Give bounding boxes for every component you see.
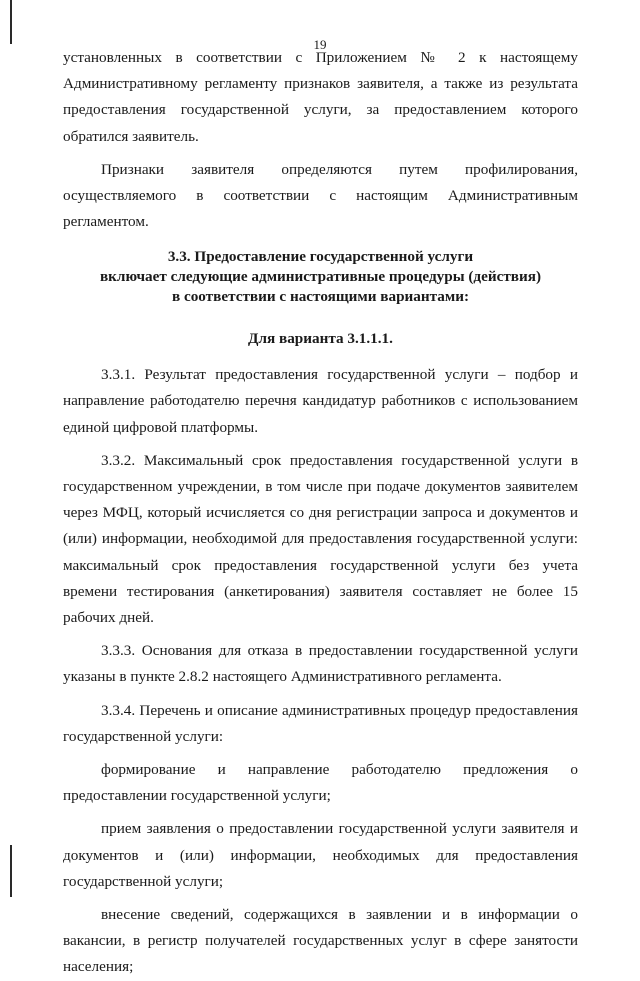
paragraph-3-3-2: 3.3.2. Максимальный срок предоставления государственной услуги в государственном учреждении, в том числе при подаче документов заявителем через МФЦ, который исчисляется со дня регистрации запроса и документов и (или) информации, необходимой для предоставления государственной услуги: максимальный срок предоставления государственной услуги без учета времени тестирования (анкетирования) заявителя составляет не более 15 рабочих дней.: [63, 451, 578, 627]
paragraph-3-3-3: 3.3.3. Основания для отказа в предоставлении государственной услуги указаны в пункте 2.8.2 настоящего Административного регламента.: [63, 642, 578, 686]
section-heading: [63, 247, 578, 306]
paragraph-applicant-signs: Признаки заявителя определяются путем профилирования, осуществляемого в соответствии с настоящим Административным регламентом.: [63, 160, 578, 231]
paragraph-continuation: установленных в соответствии с Приложением № 2 к настоящему Административному регламенту признаков заявителя, а также из результата предоставления государственной услуги, за предоставлением которого обратился заявитель.: [63, 49, 578, 145]
section-heading-line-3: в соответствии с настоящими вариантами:: [171, 287, 470, 305]
section-heading-line-1: 3.3. Предоставление государственной услуги: [167, 248, 474, 266]
paragraph-3-3-1: 3.3.1. Результат предоставления государственной услуги – подбор и направление работодателю перечня кандидатур работников с использованием единой цифровой платформы.: [63, 366, 578, 436]
page-number: 19: [313, 37, 327, 52]
procedure-list-item: формирование и направление работодателю предложения о предоставлении государственной услуги;: [63, 761, 578, 805]
paragraph-3-3-4: 3.3.4. Перечень и описание административных процедур предоставления государственной услуги:: [63, 701, 578, 745]
procedure-list-item: внесение сведений, содержащихся в заявлении и в информации о вакансии, в регистр получателей государственных услуг в сфере занятости населения;: [63, 906, 578, 976]
scan-edge-mark-bottom: [10, 845, 12, 897]
section-heading-line-2: включает следующие административные процедуры (действия): [99, 268, 542, 286]
document-body: [63, 45, 578, 981]
variant-heading: Для варианта 3.1.1.1.: [248, 330, 393, 348]
procedure-list-item: прием заявления о предоставлении государственной услуги заявителя и документов и (или) информации, необходимых для предоставления государственной услуги;: [63, 820, 578, 890]
